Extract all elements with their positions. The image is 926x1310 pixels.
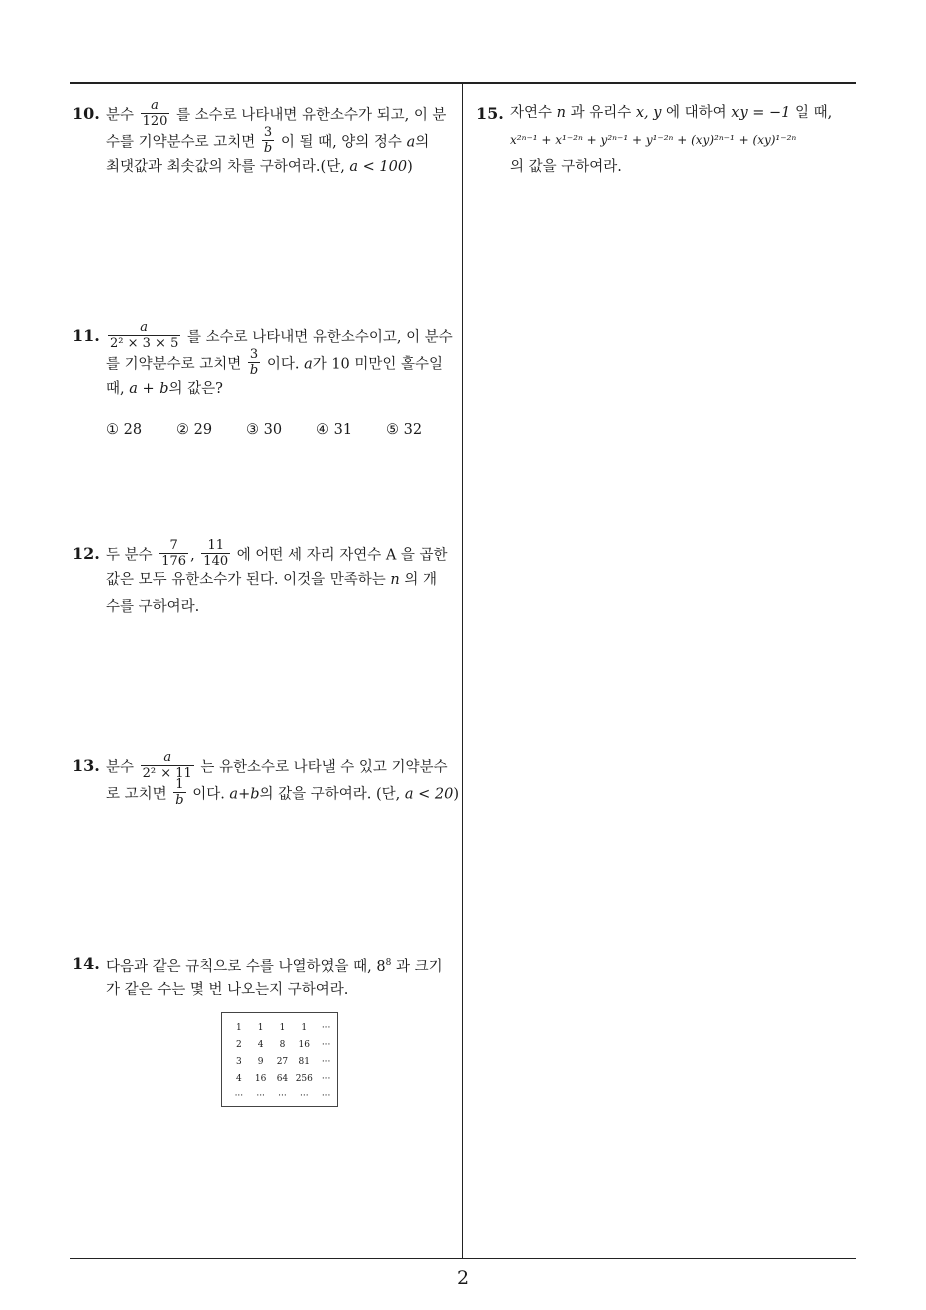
column-divider bbox=[462, 84, 463, 1258]
question-13: 13. 분수 $\frac{a}{\text{2² × 11}}$ 는 유한소수로 나타낼 수 있고 기약분수 로 고치면 $\frac{1}{b}$ 이다. a+b의 값을 구하여라. (단, a < 20) bbox=[72, 750, 460, 808]
number-pattern-table bbox=[221, 1012, 338, 1107]
bottom-rule bbox=[70, 1258, 856, 1259]
fraction: $\frac{1}{b}$ bbox=[175, 777, 184, 808]
table-row: 1 1 1 1 ··· bbox=[236, 1022, 331, 1033]
fraction: $\frac{3}{b}$ bbox=[263, 125, 273, 156]
question-10: 10. 분수 $\frac{a}{120}$ 를 소수로 나타내면 유한소수가 되고, 이 분 수를 기약분수로 고치면 $\frac{3}{b}$ 이 될 때, 양의 정수 a의 최댓값과 최솟값의 차를 구하여라.(단, a < 100) bbox=[72, 98, 447, 175]
question-text: 분수 bbox=[106, 107, 139, 124]
table-row: 3 9 27 81 ··· bbox=[236, 1056, 331, 1067]
table-row: ··· ··· ··· ··· ··· bbox=[234, 1090, 331, 1101]
question-number: 10. bbox=[72, 104, 100, 123]
choice-2[interactable]: ② 29 bbox=[176, 422, 213, 438]
page-number: 2 bbox=[456, 1267, 470, 1289]
choice-1[interactable]: ① 28 bbox=[106, 422, 143, 438]
fraction: $\frac{7}{176}$ bbox=[161, 538, 187, 569]
table-row: 4 16 64 256 ··· bbox=[236, 1073, 331, 1084]
answer-choices bbox=[106, 417, 462, 444]
fraction: $\frac{a}{120}$ bbox=[142, 98, 168, 129]
choice-5[interactable]: ⑤ 32 bbox=[386, 422, 423, 438]
question-number: 14. bbox=[72, 954, 100, 973]
question-12: 12. 두 분수 $\frac{7}{176}$ , $\frac{11}{140}$ 에 어떤 세 자리 자연수 A 을 곱한 값은 모두 유한소수가 된다. 이것을 만족하는 n 의 개 수를 구하여라. bbox=[72, 538, 448, 615]
expression: x²ⁿ⁻¹ + x¹⁻²ⁿ + y²ⁿ⁻¹ + y¹⁻²ⁿ + (xy)²ⁿ⁻¹ + (xy)¹⁻²ⁿ bbox=[510, 133, 797, 147]
question-number: 15. bbox=[476, 104, 504, 123]
question-number: 12. bbox=[72, 544, 100, 563]
fraction: $\frac{11}{140}$ bbox=[203, 538, 229, 569]
fraction: $\frac{a}{\text{2² × 11}}$ bbox=[142, 750, 192, 781]
choice-3[interactable]: ③ 30 bbox=[246, 422, 283, 438]
question-11: 11. $\frac{a}{\text{2² × 3 × 5}}$ 를 소수로 나타내면 유한소수이고, 이 분수 를 기약분수로 고치면 $\frac{3}{b}$ 이다. a가 10 미만인 홀수일 때, a + b의 값은? ① 28 ② 29 ③ 30 ④ 31 ⑤ 32 bbox=[72, 322, 462, 444]
top-rule bbox=[70, 82, 856, 84]
question-14: 14. 다음과 같은 규칙으로 수를 나열하였을 때, $8^8$ 과 크기 가 같은 수는 몇 번 나오는지 구하여라. bbox=[72, 950, 462, 1004]
table-row: 2 4 8 16 ··· bbox=[236, 1039, 331, 1050]
question-15: 15. 자연수 n 과 유리수 x, y 에 대하여 xy = −1 일 때, x²ⁿ⁻¹ + x¹⁻²ⁿ + y²ⁿ⁻¹ + y¹⁻²ⁿ + (xy)²ⁿ⁻¹ + (xy)¹⁻²ⁿ 의 값을 구하여라. bbox=[476, 100, 856, 181]
fraction: $\frac{a}{\text{2² × 3 × 5}}$ bbox=[110, 320, 179, 351]
fraction: $\frac{3}{b}$ bbox=[249, 347, 259, 378]
question-text: 를 소수로 나타내면 유한소수가 되고, 이 분 bbox=[176, 107, 447, 124]
question-number: 13. bbox=[72, 756, 100, 775]
choice-4[interactable]: ④ 31 bbox=[316, 422, 353, 438]
question-number: 11. bbox=[72, 326, 100, 345]
